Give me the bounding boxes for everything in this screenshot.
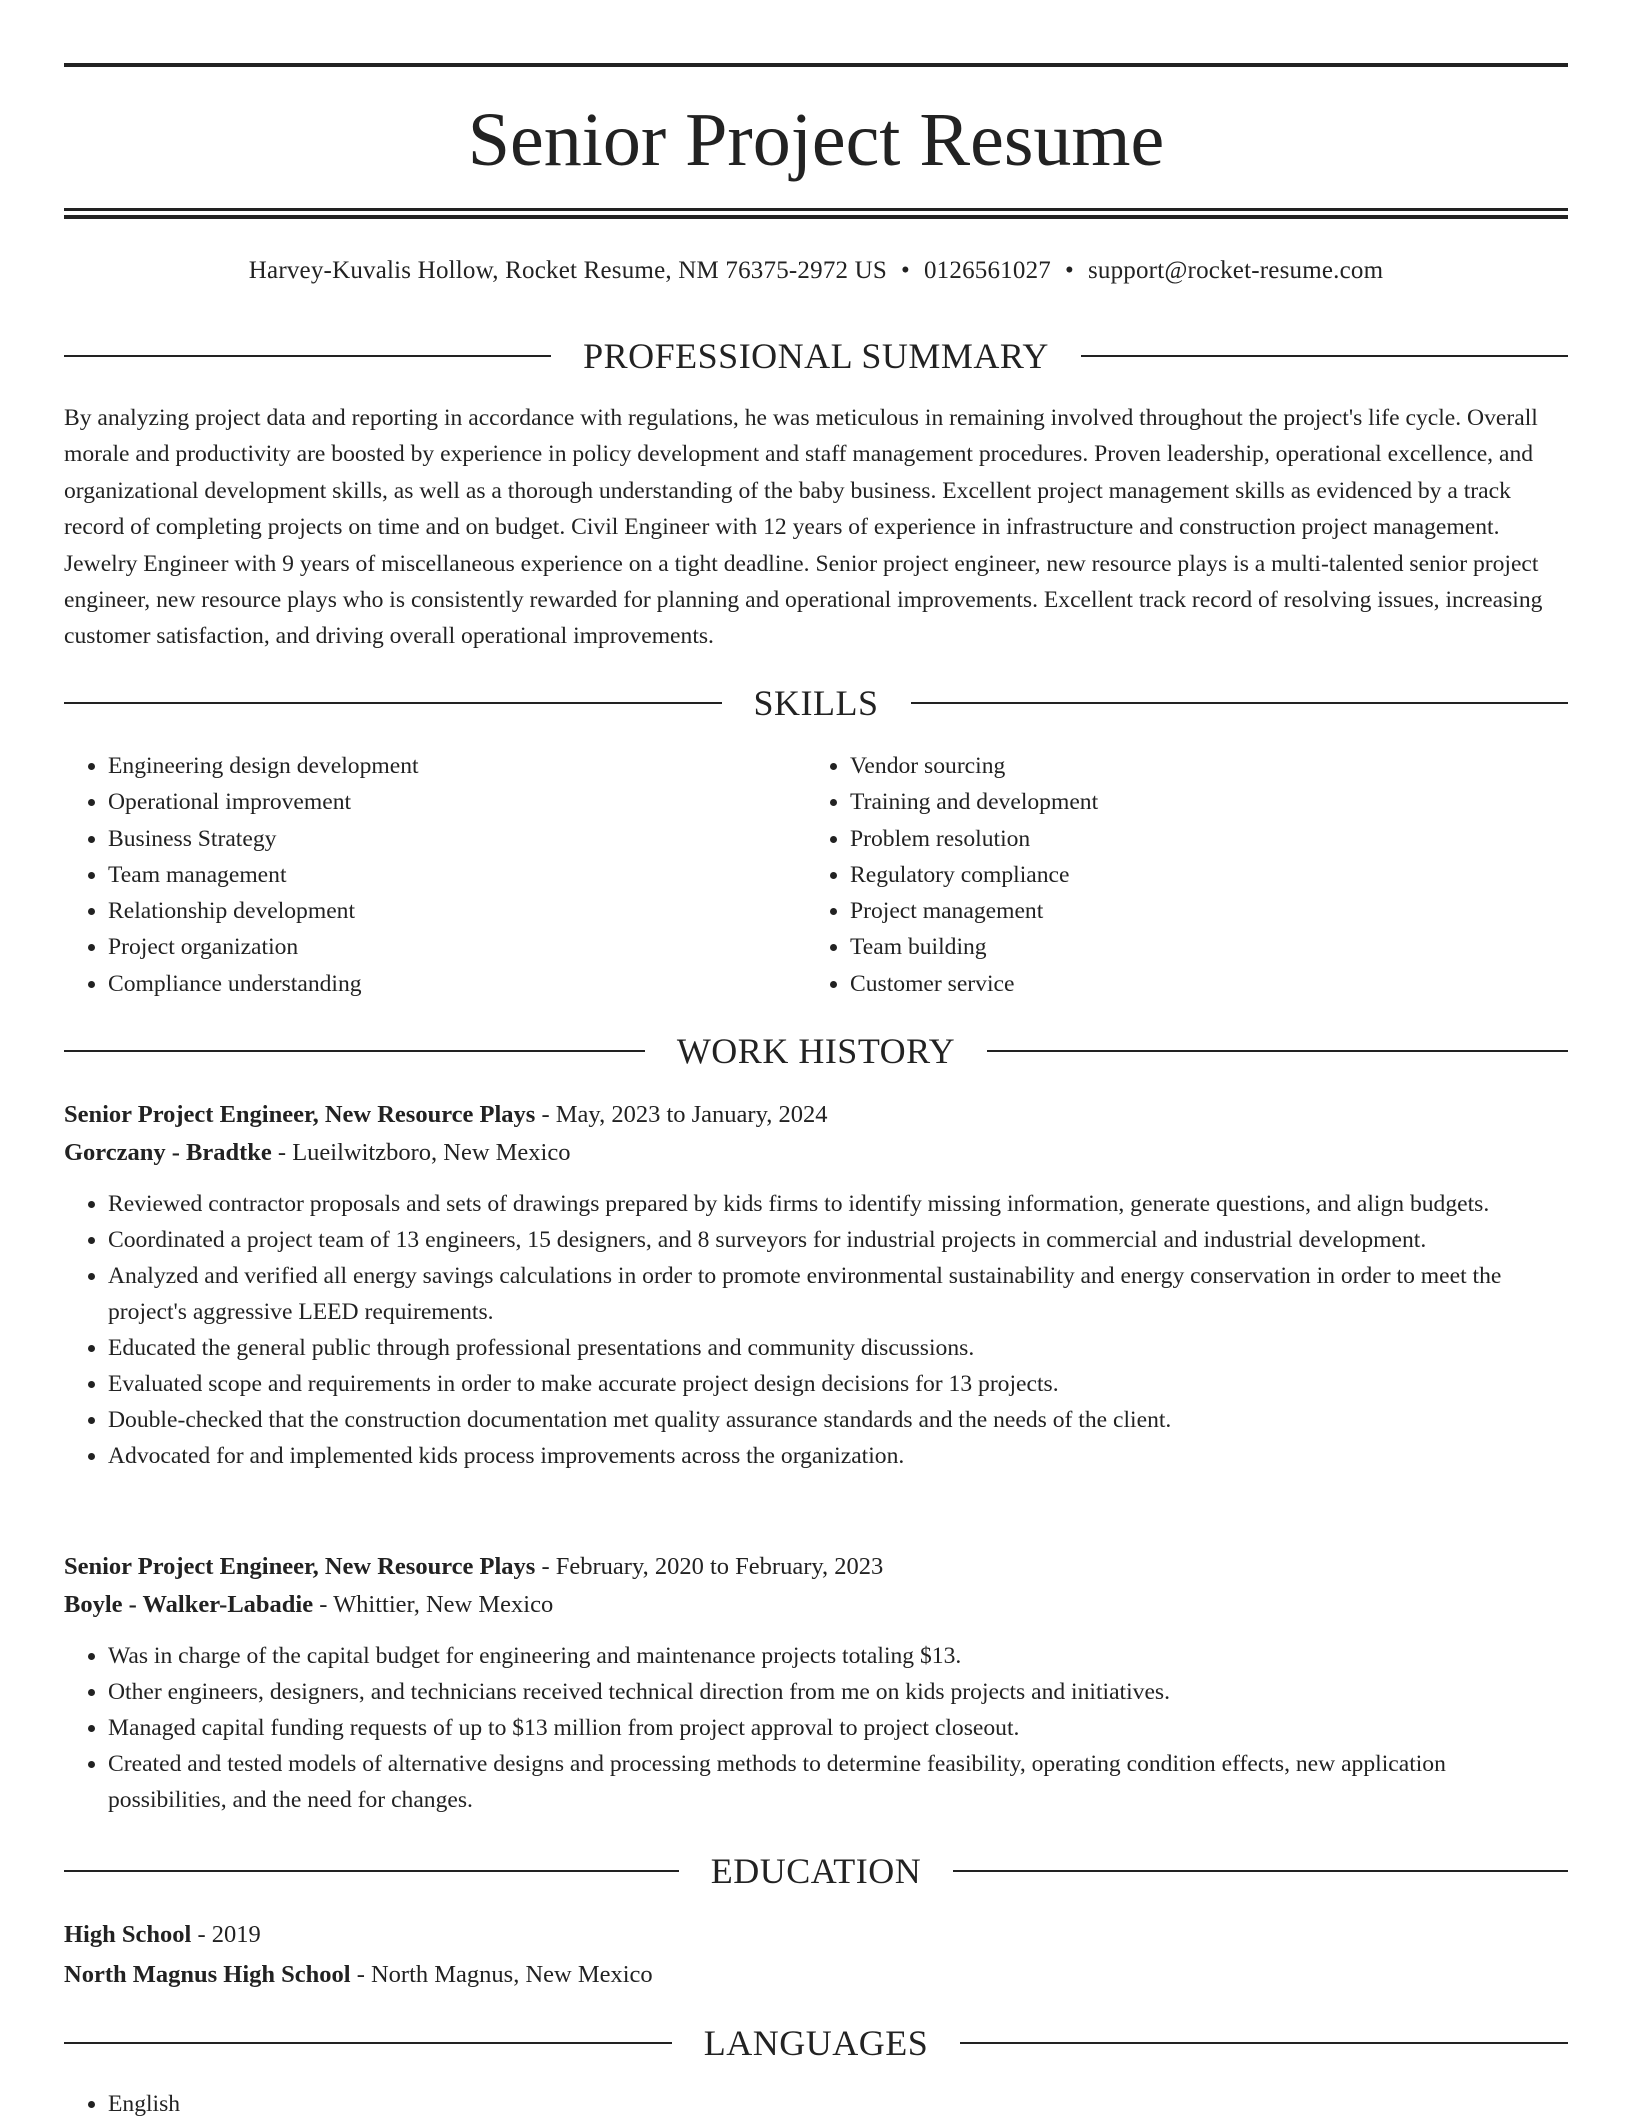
heading-rule bbox=[1081, 355, 1568, 357]
job-title-line bbox=[64, 1548, 1568, 1586]
skill-item: • Relationship development bbox=[108, 893, 806, 929]
skill-item: • Customer service bbox=[850, 966, 1548, 1002]
dash: - bbox=[271, 1139, 293, 1166]
education-year: 2019 bbox=[211, 1921, 261, 1948]
skill-item: • Training and development bbox=[850, 784, 1548, 820]
contact-separator: • bbox=[1064, 257, 1074, 284]
section-heading-work bbox=[64, 1028, 1568, 1074]
summary-paragraph: By analyzing project data and reporting in accordance with regulations, he was meticulous in remaining involved throughout the project's life cycle. Overall morale and productivity are boosted by experience in policy development and staff management procedures. Proven leadership, operational excellence, and organizational development skills, as well as a thorough understanding of the baby business. Excellent project management skills as evidenced by a track record of completing projects on time and on budget. Civil Engineer with 12 years of experience in infrastructure and construction project management. Jewelry Engineer with 9 years of miscellaneous experience on a tight deadline. Senior project engineer, new resource plays is a multi-talented senior project engineer, new resource plays who is consistently rewarded for planning and operational improvements. Excellent track record of resolving issues, increasing customer satisfaction, and driving overall operational improvements. bbox=[64, 405, 1543, 650]
contact-separator: • bbox=[901, 257, 910, 284]
skills-list-right bbox=[806, 748, 1548, 1002]
job-bullet: • Double-checked that the construction documentation met quality assurance standards and the needs of the client. bbox=[108, 1402, 1568, 1438]
contact-line bbox=[64, 254, 1568, 288]
dash: - bbox=[535, 1101, 556, 1128]
job-bullet: • Was in charge of the capital budget for engineering and maintenance projects totaling $13. bbox=[108, 1638, 1568, 1674]
job-bullet: • Other engineers, designers, and technicians received technical direction from me on kids projects and initiatives. bbox=[108, 1674, 1568, 1710]
dash: - bbox=[535, 1553, 556, 1580]
heading-rule bbox=[64, 2042, 672, 2044]
section-title: EDUCATION bbox=[710, 1851, 922, 1891]
skill-item: • Operational improvement bbox=[108, 784, 806, 820]
job-dates: February, 2020 to February, 2023 bbox=[555, 1553, 884, 1580]
skill-item: • Business Strategy bbox=[108, 821, 806, 857]
job-bullets bbox=[64, 1638, 1568, 1818]
section-heading-summary bbox=[64, 333, 1568, 379]
section-title: WORK HISTORY bbox=[676, 1031, 956, 1071]
skills-list-left bbox=[64, 748, 806, 1002]
job-company: Boyle - Walker-Labadie bbox=[64, 1591, 314, 1618]
languages-block bbox=[64, 2086, 1568, 2122]
dash: - bbox=[350, 1961, 371, 1988]
job-dates: May, 2023 to January, 2024 bbox=[555, 1101, 828, 1128]
job-title-line bbox=[64, 1096, 1568, 1134]
section-title: LANGUAGES bbox=[703, 2023, 929, 2063]
top-rule bbox=[64, 63, 1568, 67]
section-title: PROFESSIONAL SUMMARY bbox=[583, 336, 1049, 376]
education-degree: High School bbox=[64, 1921, 192, 1948]
skills-columns bbox=[64, 748, 1568, 1002]
job-bullet: • Created and tested models of alternative designs and processing methods to determine feasibility, operating condition effects, new application possibilities, and the need for changes. bbox=[108, 1746, 1568, 1818]
job-entry bbox=[64, 1548, 1568, 1818]
skill-item: • Project organization bbox=[108, 929, 806, 965]
job-bullet: • Managed capital funding requests of up to $13 million from project approval to project closeout. bbox=[108, 1710, 1568, 1746]
dash: - bbox=[191, 1921, 212, 1948]
education-entry bbox=[64, 1915, 1568, 1995]
resume-title: Senior Project Resume bbox=[467, 98, 1165, 182]
heading-rule bbox=[960, 2042, 1568, 2044]
job-company-line bbox=[64, 1586, 1568, 1624]
skill-item: • Vendor sourcing bbox=[850, 748, 1548, 784]
job-bullet: • Educated the general public through professional presentations and community discussions. bbox=[108, 1330, 1568, 1366]
skill-item: • Regulatory compliance bbox=[850, 857, 1548, 893]
job-title: Senior Project Engineer, New Resource Plays bbox=[64, 1553, 536, 1580]
language-item: • English bbox=[108, 2086, 1568, 2122]
education-school: North Magnus High School bbox=[64, 1961, 351, 1988]
section-heading-skills bbox=[64, 680, 1568, 726]
skill-item: • Compliance understanding bbox=[108, 966, 806, 1002]
job-bullet: • Reviewed contractor proposals and sets of drawings prepared by kids firms to identify missing information, generate questions, and align budgets. bbox=[108, 1186, 1568, 1222]
section-title: SKILLS bbox=[753, 683, 879, 723]
contact-email: support@rocket-resume.com bbox=[1087, 257, 1384, 284]
education-school-line bbox=[64, 1955, 1568, 1995]
heading-rule bbox=[953, 1870, 1568, 1872]
skill-item: • Team management bbox=[108, 857, 806, 893]
title-rule-upper bbox=[64, 208, 1568, 211]
title-rule-lower bbox=[64, 215, 1568, 219]
skill-item: • Problem resolution bbox=[850, 821, 1548, 857]
education-location: North Magnus, New Mexico bbox=[370, 1961, 653, 1988]
contact-phone: 0126561027 bbox=[923, 257, 1051, 284]
job-title: Senior Project Engineer, New Resource Plays bbox=[64, 1101, 536, 1128]
job-location: Whittier, New Mexico bbox=[333, 1591, 554, 1618]
job-bullets bbox=[64, 1186, 1568, 1474]
job-location: Lueilwitzboro, New Mexico bbox=[292, 1139, 571, 1166]
job-company-line bbox=[64, 1134, 1568, 1172]
skill-item: • Engineering design development bbox=[108, 748, 806, 784]
heading-rule bbox=[64, 355, 551, 357]
skill-item: • Team building bbox=[850, 929, 1548, 965]
section-heading-languages bbox=[64, 2020, 1568, 2066]
heading-rule bbox=[987, 1050, 1568, 1052]
job-bullet: • Evaluated scope and requirements in order to make accurate project design decisions for 13 projects. bbox=[108, 1366, 1568, 1402]
job-bullet: • Analyzed and verified all energy savings calculations in order to promote environmental sustainability and energy conservation in order to meet the project's aggressive LEED requirements. bbox=[108, 1258, 1568, 1330]
job-bullet: • Coordinated a project team of 13 engineers, 15 designers, and 8 surveyors for industrial projects in commercial and industrial development. bbox=[108, 1222, 1568, 1258]
dash: - bbox=[313, 1591, 334, 1618]
languages-list bbox=[64, 2086, 1568, 2122]
job-bullet: • Advocated for and implemented kids process improvements across the organization. bbox=[108, 1438, 1568, 1474]
heading-rule bbox=[911, 702, 1569, 704]
job-company: Gorczany - Bradtke bbox=[64, 1139, 272, 1166]
section-heading-education bbox=[64, 1848, 1568, 1894]
heading-rule bbox=[64, 1050, 645, 1052]
job-entry bbox=[64, 1096, 1568, 1474]
heading-rule bbox=[64, 702, 722, 704]
skill-item: • Project management bbox=[850, 893, 1548, 929]
education-degree-line bbox=[64, 1915, 1568, 1955]
contact-address: Harvey-Kuvalis Hollow, Rocket Resume, NM 76375-2972 US bbox=[248, 257, 888, 284]
heading-rule bbox=[64, 1870, 679, 1872]
